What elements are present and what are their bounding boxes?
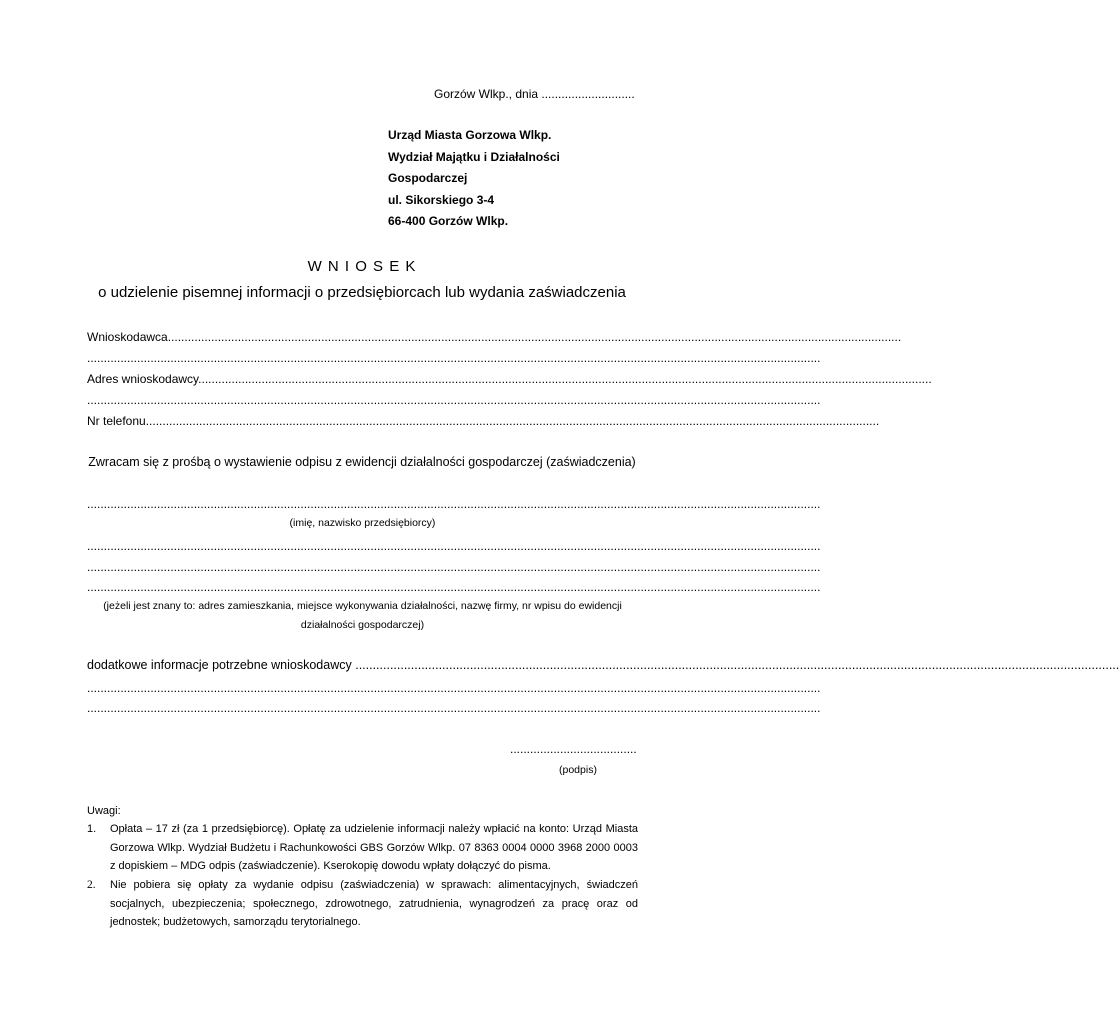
signature-label: (podpis): [559, 764, 597, 776]
dotted-line[interactable]: [87, 580, 821, 594]
note-number: 1.: [87, 823, 97, 835]
applicant-name-label: Wnioskodawca: [87, 330, 168, 344]
recipient-address: [388, 125, 560, 233]
notes-title: Uwagi:: [87, 805, 121, 817]
note-item: [87, 820, 638, 876]
entrepreneur-hint: (imię, nazwisko przedsiębiorcy): [289, 517, 436, 529]
document-subtitle: o udzielenie pisemnej informacji o przedsiębiorcach lub wydania zaświadczenia: [98, 284, 626, 301]
signature-line[interactable]: ......................................: [510, 742, 637, 756]
dotted-line[interactable]: [87, 701, 821, 715]
dotted-line[interactable]: [87, 351, 821, 365]
dotted-fill: ............................................................................................................................................................................................................................: [87, 393, 821, 407]
dotted-line[interactable]: [87, 681, 821, 695]
applicant-phone-label: Nr telefonu: [87, 414, 146, 428]
note-text: Nie pobiera się opłaty za wydanie odpisu (zaświadczenia) w sprawach: alimentacyjnych, świadczeń socjalnych, ubezpieczenia; społecznego, zdrowotnego, zatrudnienia, wynagrodzeń za pracę oraz od jednostek; budżetowych, samorządu terytorialnego.: [110, 879, 638, 928]
dotted-fill: ............................................................................................................................................................................................................................: [87, 539, 821, 553]
dotted-fill: ............................................................................................................................................................................................................................: [87, 497, 821, 511]
request-text: Zwracam się z prośbą o wystawienie odpisu z ewidencji działalności gospodarczej (zaświadczenia): [88, 455, 636, 469]
applicant-address-line[interactable]: [87, 372, 932, 386]
dotted-fill: ............................................................................................................................................................................................................................: [87, 580, 821, 594]
dotted-fill: ............................................................................................................................................................................................................................: [355, 658, 1119, 672]
recipient-line: Urząd Miasta Gorzowa Wlkp.: [388, 128, 552, 142]
details-hint-1: (jeżeli jest znany to: adres zamieszkania, miejsce wykonywania działalności, nazwę firmy, nr wpisu do ewidencji: [103, 600, 622, 612]
recipient-line: Wydział Majątku i Działalności: [388, 149, 560, 164]
additional-info-line[interactable]: [87, 658, 1119, 672]
note-text: Opłata – 17 zł (za 1 przedsiębiorcę). Opłatę za udzielenie informacji należy wpłacić na konto: Urząd Miasta Gorzowa Wlkp. Wydział Budżetu i Rachunkowości GBS Gorzów Wlkp. 07 8363 0004 0000 3968 2000 0003 z dopiskiem – MDG odpis (zaświadczenie). Kserokopię dowodu wpłaty dołączyć do pisma.: [110, 823, 638, 872]
dotted-fill: ............................................................................................................................................................................................................................: [87, 701, 821, 715]
document-title: W N I O S E K: [307, 258, 417, 275]
applicant-phone-line[interactable]: [87, 414, 880, 428]
details-hint-2: działalności gospodarczej): [300, 619, 425, 631]
place-date: Gorzów Wlkp., dnia ............................: [434, 87, 635, 101]
recipient-line: Gospodarczej: [388, 171, 468, 186]
recipient-line: 66-400 Gorzów Wlkp.: [388, 214, 509, 229]
dotted-fill: ............................................................................................................................................................................................................................: [87, 560, 821, 574]
applicant-name-line[interactable]: [87, 330, 902, 344]
dotted-line[interactable]: [87, 393, 821, 407]
dotted-fill: ............................................................................................................................................................................................................................: [167, 330, 902, 344]
additional-info-label: dodatkowe informacje potrzebne wnioskodawcy: [87, 658, 352, 672]
entrepreneur-name-line[interactable]: [87, 497, 821, 511]
dotted-line[interactable]: [87, 560, 821, 574]
dotted-fill: ............................................................................................................................................................................................................................: [87, 351, 821, 365]
note-number: 2.: [87, 879, 96, 891]
dotted-fill: ............................................................................................................................................................................................................................: [145, 414, 880, 428]
note-item: [87, 876, 638, 932]
dotted-line[interactable]: [87, 539, 821, 553]
dotted-fill: ............................................................................................................................................................................................................................: [198, 372, 932, 386]
recipient-line: ul. Sikorskiego 3-4: [388, 192, 495, 207]
dotted-fill: ............................................................................................................................................................................................................................: [87, 681, 821, 695]
applicant-address-label: Adres wnioskodawcy: [87, 372, 199, 386]
